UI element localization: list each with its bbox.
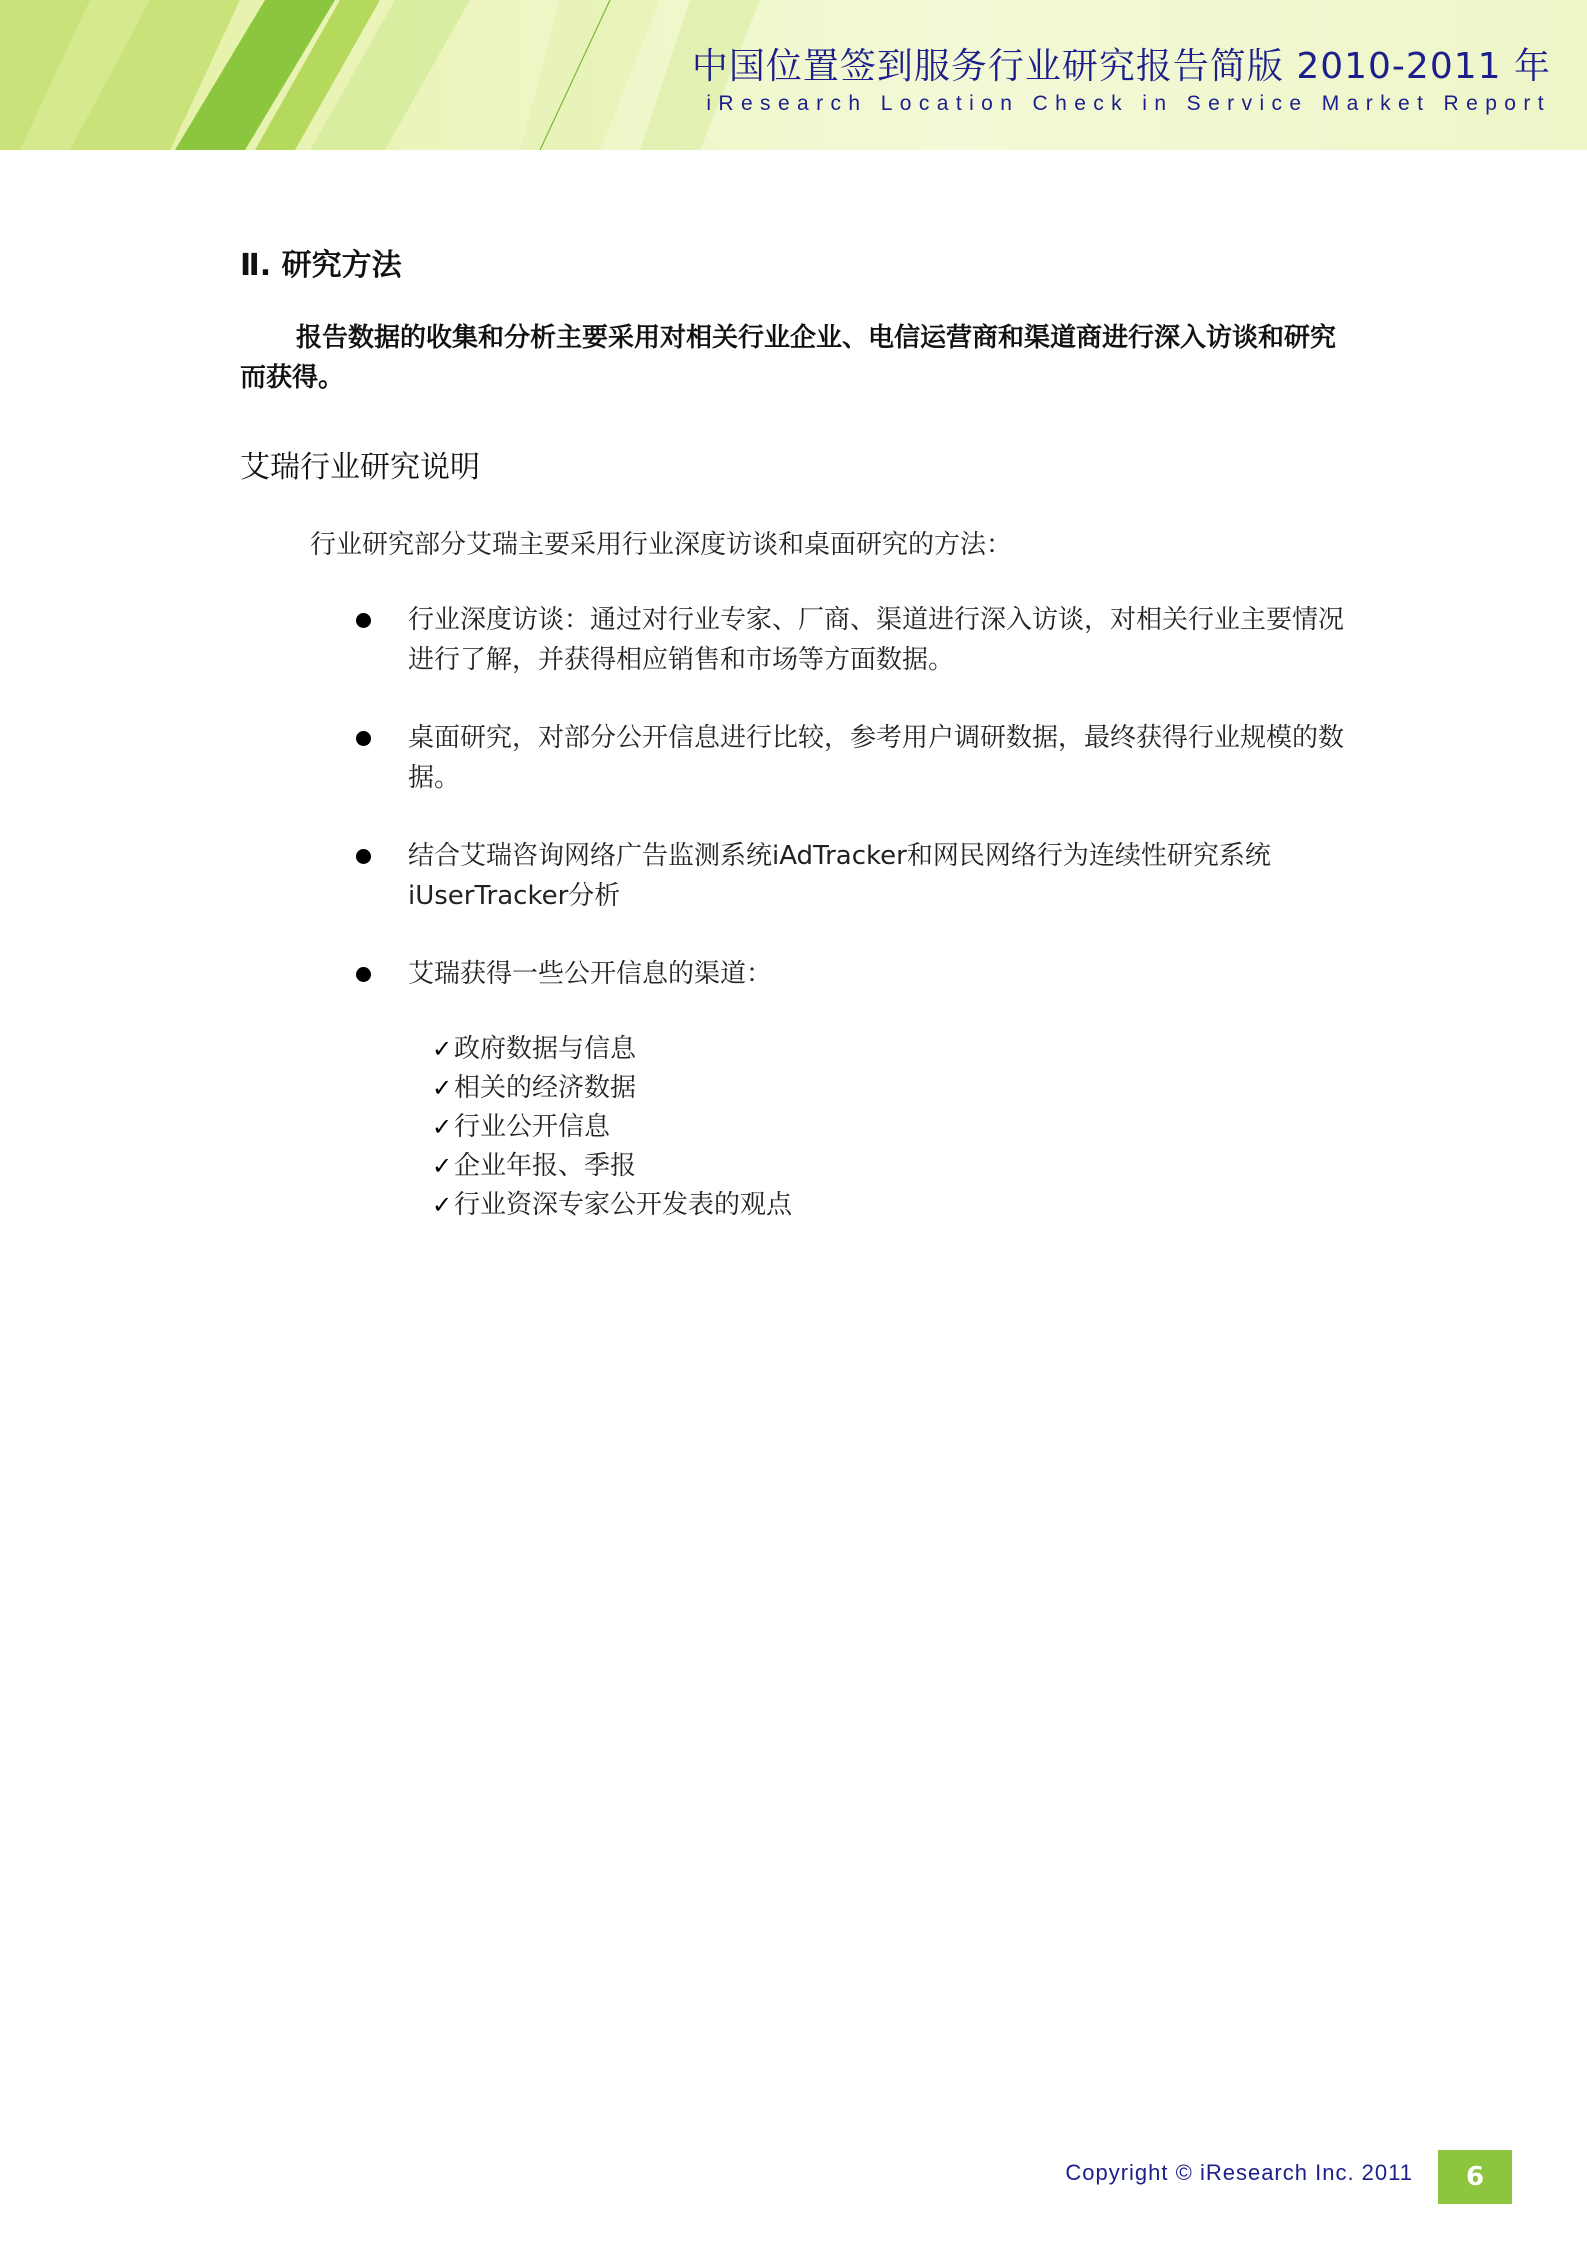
section-heading: Ⅱ. 研究方法: [240, 248, 402, 283]
subheading: 艾瑞行业研究说明: [240, 450, 480, 485]
check-item-text: 政府数据与信息: [454, 1034, 637, 1064]
bullet-dot-icon: [356, 967, 371, 982]
bullet-dot-icon: [356, 613, 371, 628]
bullet-item: [350, 954, 1350, 994]
checkmark-icon: ✓: [432, 1152, 453, 1180]
check-item-text: 相关的经济数据: [454, 1073, 637, 1103]
page-number-badge: 6: [1438, 2150, 1512, 2204]
bullet-text: 艾瑞获得一些公开信息的渠道：: [408, 959, 773, 989]
bullet-item: [350, 836, 1350, 916]
header-banner: [0, 0, 1587, 150]
check-item: [432, 1147, 792, 1186]
check-item: [432, 1030, 792, 1069]
report-subtitle: iResearch Location Check in Service Market Report: [706, 92, 1551, 115]
check-item-text: 行业公开信息: [454, 1112, 611, 1142]
lead-paragraph: 报告数据的收集和分析主要采用对相关行业企业、电信运营商和渠道商进行深入访谈和研究而获得。: [240, 323, 1337, 393]
bullet-text: 桌面研究，对部分公开信息进行比较，参考用户调研数据，最终获得行业规模的数据。: [408, 723, 1345, 793]
checkmark-icon: ✓: [432, 1113, 453, 1141]
source-check-list: [432, 1030, 792, 1225]
report-title: 中国位置签到服务行业研究报告简版 2010-2011 年: [691, 46, 1551, 87]
checkmark-icon: ✓: [432, 1035, 453, 1063]
check-item-text: 企业年报、季报: [454, 1151, 637, 1181]
intro-text: 行业研究部分艾瑞主要采用行业深度访谈和桌面研究的方法：: [310, 530, 1013, 560]
check-item: [432, 1069, 792, 1108]
bullet-item: [350, 718, 1350, 798]
bullet-dot-icon: [356, 849, 371, 864]
check-item: [432, 1186, 792, 1225]
bullet-text: 结合艾瑞咨询网络广告监测系统iAdTracker和网民网络行为连续性研究系统iUserTracker分析: [408, 841, 1271, 911]
checkmark-icon: ✓: [432, 1074, 453, 1102]
bullet-text: 行业深度访谈：通过对行业专家、厂商、渠道进行深入访谈，对相关行业主要情况进行了解，并获得相应销售和市场等方面数据。: [408, 605, 1345, 675]
copyright-notice: Copyright © iResearch Inc. 2011: [1065, 2160, 1413, 2185]
method-bullet-list: [350, 600, 1350, 994]
bullet-item: [350, 600, 1350, 680]
check-item: [432, 1108, 792, 1147]
checkmark-icon: ✓: [432, 1191, 453, 1219]
bullet-dot-icon: [356, 731, 371, 746]
check-item-text: 行业资深专家公开发表的观点: [454, 1190, 793, 1220]
